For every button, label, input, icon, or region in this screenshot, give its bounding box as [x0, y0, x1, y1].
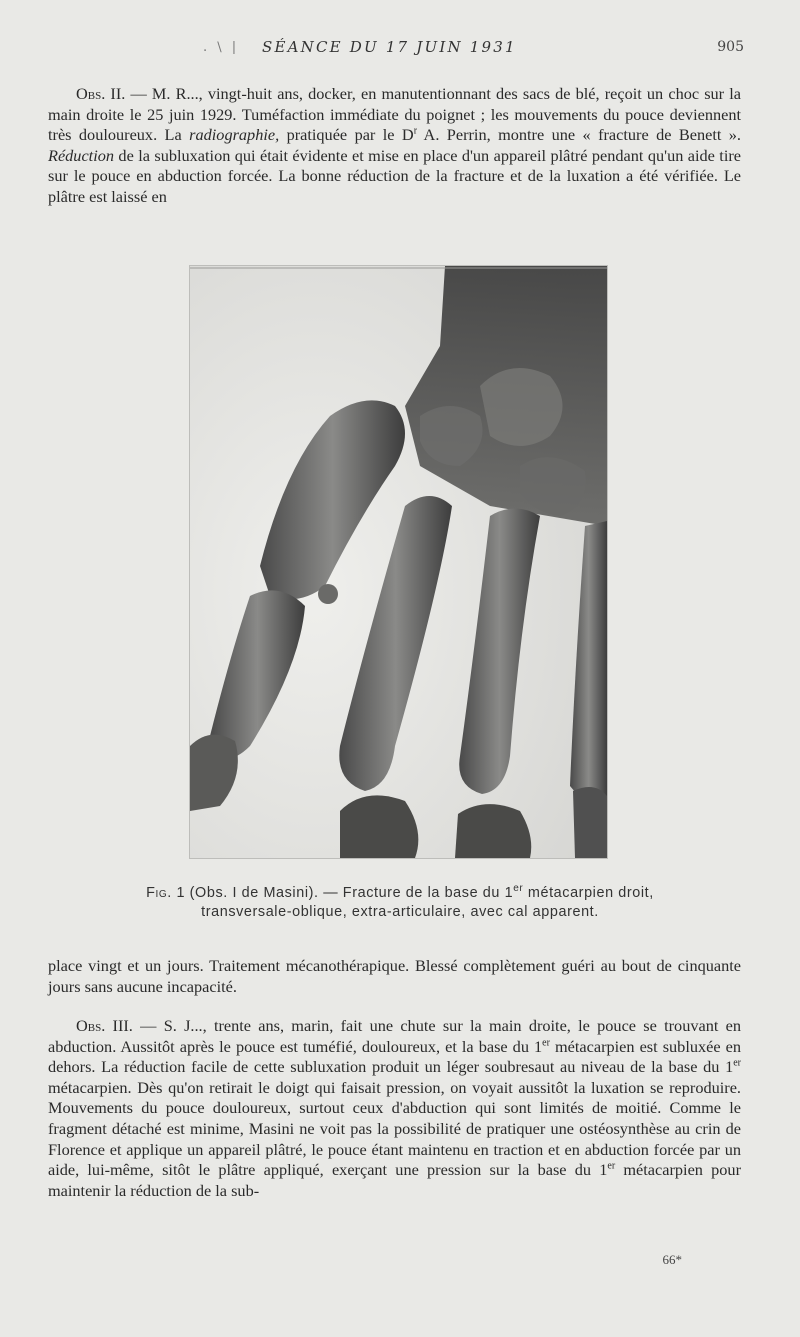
caption-label: Fig. 1: [146, 885, 186, 901]
caption-line-1: [70, 884, 730, 903]
xray-hand-image: [190, 266, 607, 858]
printer-signature: 66*: [662, 1252, 682, 1267]
caption-text-b: métacarpien droit,: [523, 885, 654, 901]
caption-text-a: (Obs. I de Masini). — Fracture de la base du 1: [185, 885, 514, 901]
caption-sup: er: [513, 883, 524, 895]
obs-ii-italic-reduction: Réduction: [48, 145, 115, 165]
obs-iii-text-d: métacarpien pour maintenir la réduction de la sub-: [48, 1160, 741, 1200]
xray-figure: [189, 265, 608, 859]
continuation-paragraph: place vingt et un jours. Traitement mécanothérapique. Blessé complètement guéri au bout de cinquante jours sans aucune incapacité.: [48, 956, 741, 996]
figure-caption: [70, 884, 730, 922]
obs-ii-text-b: pratiquée par le D: [279, 125, 414, 145]
obs-ii-italic-radiographie: radiographie,: [189, 125, 280, 145]
obs-iii-text-b: métacarpien est subluxée en dehors. La réduction facile de cette subluxation produit un léger soubresaut au niveau de la base du 1: [48, 1036, 741, 1077]
header-marks: . \ |: [203, 40, 240, 55]
obs-ii-text-a: — M. R..., vingt-huit ans, docker, en manutentionnant des sacs de blé, reçoit un choc sur la main droite le 25 juin 1929. Tuméfaction immédiate du poignet ; les mouvements du pouce deviennent très douloureux. La: [48, 84, 741, 145]
running-head: [0, 38, 800, 62]
header-title: SÉANCE DU 17 JUIN 1931: [262, 38, 517, 56]
obs-ii-sup-dr: r: [413, 125, 418, 137]
obs-iii-label: Obs. III.: [76, 1016, 133, 1035]
page-number: 905: [717, 39, 744, 55]
obs-iii-sup-c: er: [607, 1160, 616, 1172]
obs-iii-sup-b: er: [733, 1057, 741, 1069]
obs-ii-text-c: A. Perrin, montre une « fracture de Benett ».: [417, 125, 742, 145]
caption-line-2: transversale-oblique, extra-articulaire, avec cal apparent.: [201, 904, 599, 920]
obs-iii-text-a: — S. J..., trente ans, marin, fait une chute sur la main droite, le pouce se trouvant en abduction. Aussitôt après le pouce est tuméfié, douloureux, et la base du 1: [48, 1016, 741, 1056]
observation-iii-paragraph: [48, 1016, 741, 1201]
observation-ii-paragraph: [48, 84, 741, 208]
obs-ii-text-d: de la subluxation qui était évidente et mise en place d'un appareil plâtré pendant qu'un aide tire sur le pouce en abduction forcée. La bonne réduction de la fracture et de la luxation a été vérifiée. Le plâtre est laissé en: [48, 145, 741, 206]
obs-ii-label: Obs. II.: [76, 84, 126, 103]
obs-iii-sup-a: er: [542, 1037, 550, 1049]
obs-iii-text-c: métacarpien. Dès qu'on retirait le doigt qui faisait pression, on voyait aussitôt la luxation se reproduire. Mouvements du pouce douloureux, surtout ceux d'abduction qui sont limités de moitié. Comme le fragment détaché est minime, Masini ne voit pas la possibilité de pratiquer une ostéosynthèse au crin de Florence et applique un appareil plâtré, le pouce étant maintenu en traction et en abduction forcée par un aide, lui-même, sitôt le plâtre appliqué, exerçant une pression sur la base du 1: [48, 1077, 741, 1180]
